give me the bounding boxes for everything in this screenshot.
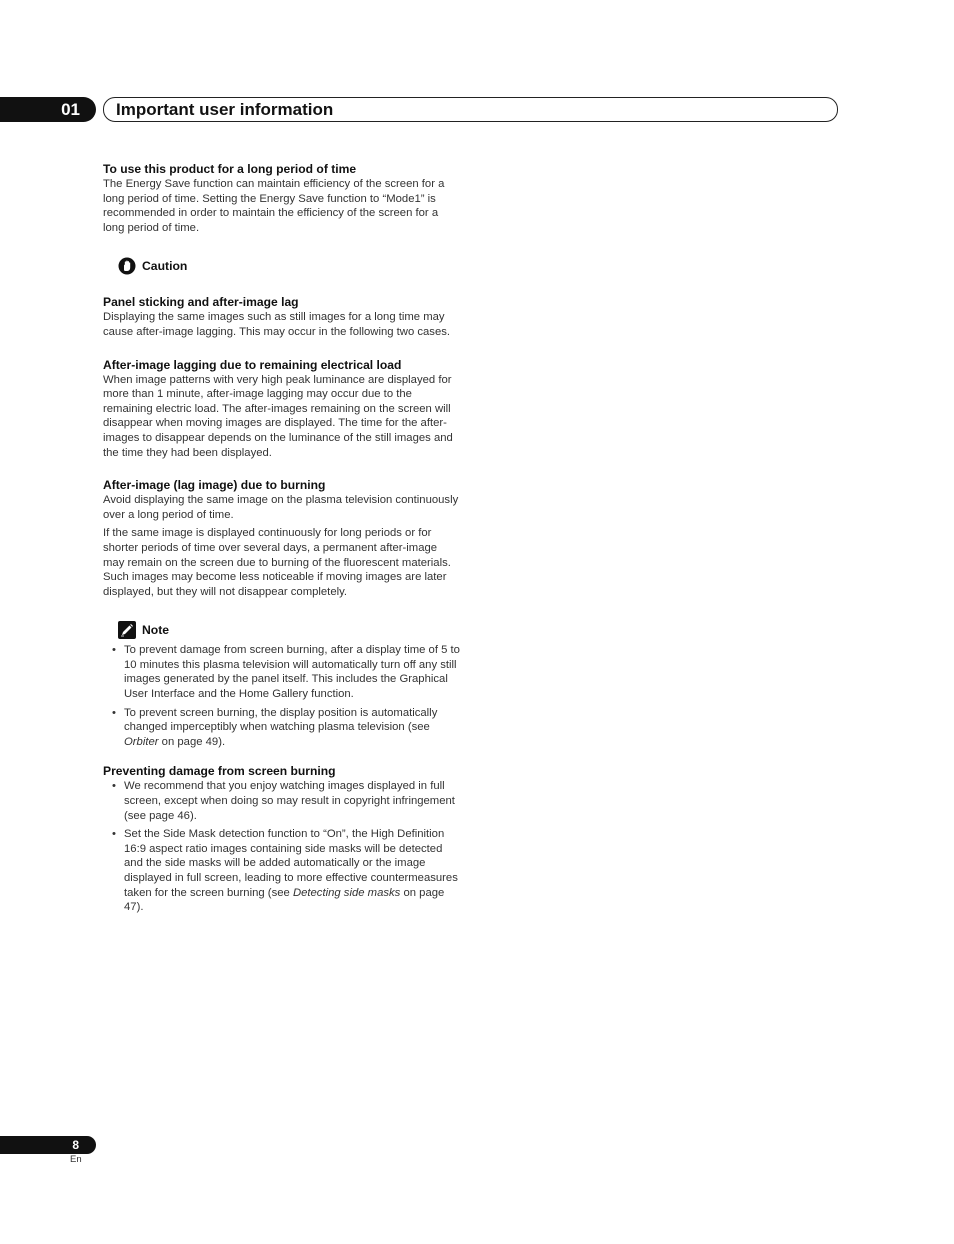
preventing-bullet-1: We recommend that you enjoy watching images displayed in full screen, except when doing so may result in copyright infringement (see page 46). [124, 780, 455, 822]
note-list [103, 643, 460, 749]
caution-label: Caution [142, 259, 188, 274]
section-body-long-period: The Energy Save function can maintain efficiency of the screen for a long period of time. Setting the Energy Save function to “Mode1” is recommended in order to maintain the efficiency of the screen for a long period of time. [103, 178, 445, 234]
list-item [103, 779, 460, 823]
page-number: 8 [72, 1138, 79, 1152]
chapter-title: Important user information [116, 99, 334, 119]
chapter-title-bar [103, 97, 838, 122]
chapter-number: 01 [61, 99, 80, 119]
page-language: En [70, 1154, 82, 1165]
section-heading-electrical-load: After-image lagging due to remaining electrical load [103, 357, 402, 372]
section-heading-preventing: Preventing damage from screen burning [103, 764, 336, 779]
section-heading-panel-sticking: Panel sticking and after-image lag [103, 295, 299, 310]
preventing-list [103, 779, 460, 914]
list-item: • To prevent screen burning, the display position is automatically changed imperceptibly when watching plasma television (see Orbiter on page 49). [103, 706, 460, 750]
section-heading-burning: After-image (lag image) due to burning [103, 478, 326, 493]
caution-callout [118, 255, 460, 277]
note-bullet-1: To prevent damage from screen burning, after a display time of 5 to 10 minutes this plasma television will automatically turn off any still images generated by the panel itself. This includes the Graphical User Interface and the Home Gallery function. [124, 644, 460, 701]
section-body-panel-sticking: Displaying the same images such as still images for a long time may cause after-image lagging. This may occur in the following two cases. [103, 311, 451, 338]
page-number-tab [0, 1136, 96, 1154]
section-body-electrical-load: When image patterns with very high peak luminance are displayed for more than 1 minute, after-image lagging may occur due to the remaining electric load. The after-images remaining on the screen will disappear when moving images are displayed. The time for the after-images to disappear depends on the luminance of the still images and the time they had been displayed. [103, 373, 453, 459]
detecting-side-masks-reference: Detecting side masks [292, 886, 401, 899]
caution-hand-icon [118, 257, 136, 275]
section-body-burning-2: If the same image is displayed continuously for long periods or for shorter periods of time over several days, a permanent after-image may remain on the screen due to burning of the fluorescent materials. Such images may become less noticeable if moving images are later displayed, but they will not disappear completely. [103, 527, 451, 598]
list-item [103, 643, 460, 701]
note-callout [118, 619, 460, 641]
section-heading-long-period: To use this product for a long period of time [103, 162, 357, 176]
chapter-number-tab [0, 97, 96, 122]
main-column [103, 161, 460, 919]
note-label: Note [142, 622, 170, 637]
list-item: • Set the Side Mask detection function to “On”, the High Definition 16:9 aspect ratio images containing side masks will be detected and the side masks will be added automatically or the image displayed in full screen, leading to more effective countermeasures taken for the screen burning (see Detecting side masks on page 47). [103, 827, 460, 915]
section-body-burning-1: Avoid displaying the same image on the plasma television continuously over a long period of time. [103, 494, 459, 521]
note-pencil-icon [118, 621, 136, 639]
orbiter-reference: Orbiter [124, 735, 159, 748]
